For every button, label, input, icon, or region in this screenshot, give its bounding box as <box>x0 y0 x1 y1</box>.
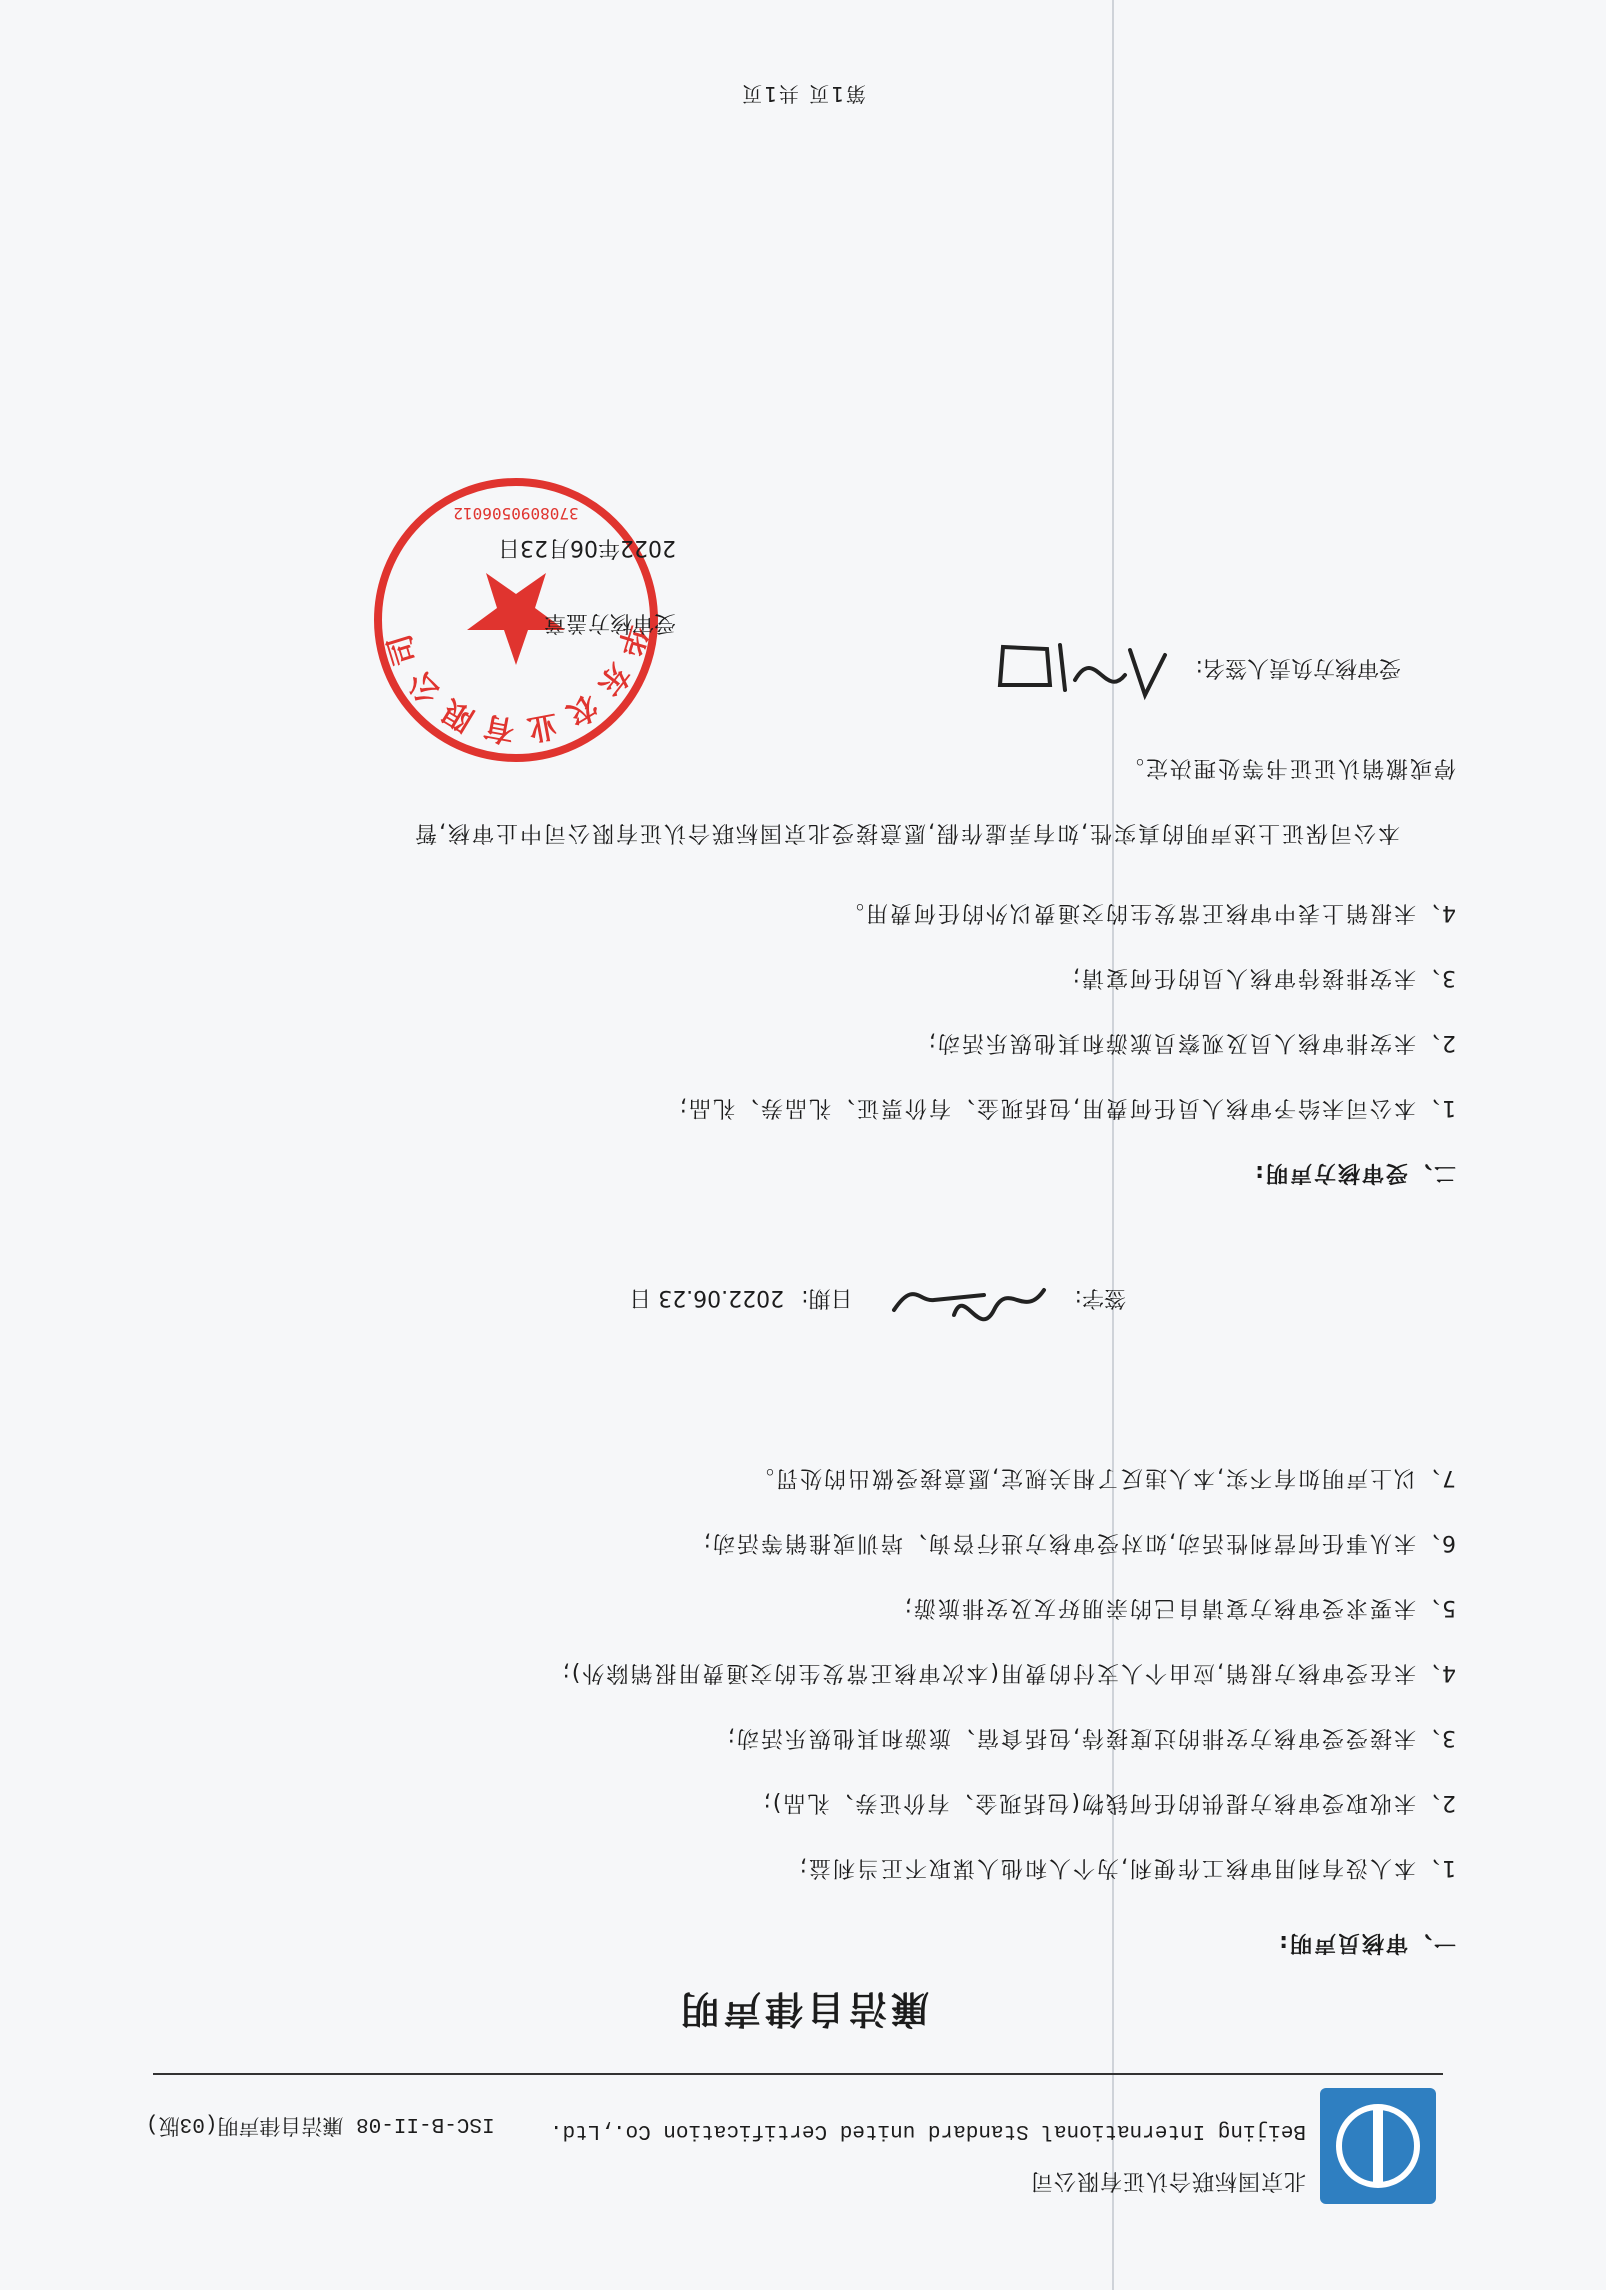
list-item: 1、本公司未给予审核人员任何费用,包括现金、有价票证、礼品券、礼品; <box>677 1095 1456 1120</box>
representative-signature <box>975 629 1175 705</box>
list-item: 6、未从事任何营利性活动,如对受审核方进行咨询、培训或推销等活动; <box>701 1530 1456 1555</box>
representative-signature-label: 受审核方负责人签名: <box>1195 655 1401 680</box>
page-number: 第1页 共1页 <box>740 82 866 106</box>
seal-org-name: 华东农业有限公司 <box>379 620 653 749</box>
auditor-date: 2022.06.23 日 <box>629 1285 785 1310</box>
list-item: 5、未要求受审核方宴请自己的亲朋好友及安排旅游; <box>902 1595 1456 1620</box>
auditor-signature <box>874 1264 1054 1330</box>
header-divider <box>153 2073 1443 2075</box>
auditor-signature-row <box>629 1264 1126 1330</box>
company-name-en: Beijing International Standard united Certification Co.,Ltd. <box>549 2119 1306 2142</box>
representative-signature-row <box>961 629 1401 705</box>
list-item: 3、未安排接待审核人员的任何宴请; <box>1070 965 1456 990</box>
date-label: 日期: <box>801 1285 853 1310</box>
list-item: 4、未在受审核方报销,应由个人支付的费用(本次审核正常发生的交通费用报销除外); <box>560 1660 1456 1685</box>
list-item: 7、以上声明如有不实,本人违反了相关规定,愿意接受做出的处罚。 <box>750 1465 1456 1490</box>
fold-line <box>1112 0 1114 2290</box>
guarantee-text: 停或撤销认证证书等处理决定。 <box>1119 755 1456 780</box>
section-heading-auditor: 一、审核员声明: <box>1277 1930 1456 1955</box>
seal-code: 3708090506012 <box>453 504 579 523</box>
section-heading-auditee: 二、受审核方声明: <box>1253 1160 1456 1185</box>
letterhead <box>146 2080 1436 2210</box>
list-item: 4、未报销上表中审核正常发生的交通费以外的任何费用。 <box>840 900 1456 925</box>
signature-label: 签字: <box>1074 1285 1126 1310</box>
seal-date: 2022年06月23日 <box>498 535 676 560</box>
list-item: 3、未接受受审核方安排的过度接待,包括食宿、旅游和其他娱乐活动; <box>725 1725 1456 1750</box>
list-item: 1、本人没有利用审核工作便利,为个人和他人谋取不正当利益; <box>797 1855 1456 1880</box>
company-name-cn: 北京国标联合认证有限公司 <box>1029 2168 1306 2193</box>
guarantee-text: 本公司保证上述声明的真实性,如有弄虚作假,愿意接受北京国标联合认证有限公司中止审核,暂 <box>413 820 1400 845</box>
document-code: ISC-B-II-08 廉洁自律声明(03版) <box>146 2112 495 2135</box>
seal-label: 受审核方盖章 <box>543 610 676 635</box>
page-title: 廉洁自律声明 <box>677 1987 930 2031</box>
company-logo-icon <box>1320 2088 1436 2204</box>
list-item: 2、未收取受审核方提供的任何钱物(包括现金、有价证券、礼品); <box>761 1790 1456 1815</box>
list-item: 2、未安排审核人员及观察员旅游和其他娱乐活动; <box>926 1030 1456 1055</box>
